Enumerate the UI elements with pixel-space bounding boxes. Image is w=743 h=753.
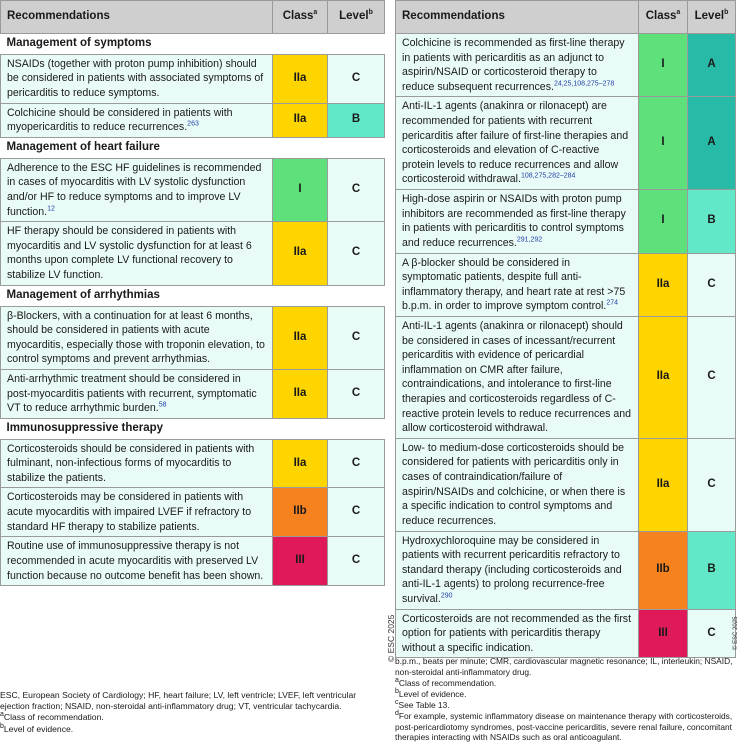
- recommendation-row: [1, 306, 385, 369]
- footnote-level: $^b$Level of evidence.: [0, 722, 74, 734]
- recommendation-text: [1, 439, 273, 488]
- recommendation-text-content: Anti-IL-1 agents (anakinra or rilonacept) should be considered in cases of incessant/recurrent pericarditis with evidence of pericardial inflammation on CMR after failure, contraindications, and intolerance to first-line therapies and corticosteroids regardless of C-reactive protein levels to reduce recurrences and allow corticosteroid withdrawal.: [402, 319, 632, 435]
- level-badge: B: [328, 103, 385, 137]
- recommendation-text-content: Corticosteroids are not recommended as the first option for patients with pericarditis therapy without a specific indication.: [402, 612, 632, 654]
- level-badge: C: [328, 488, 385, 537]
- left-footnotes: [0, 690, 378, 735]
- recommendation-text-content: HF therapy should be considered in patients with myocarditis and LV systolic dysfunction for at least 6 months upon complete LV functional recovery to stabilize LV function.: [7, 225, 252, 282]
- class-badge: IIa: [639, 253, 688, 316]
- level-badge: C: [688, 438, 736, 531]
- recommendation-text-content: High-dose aspirin or NSAIDs with proton pump inhibitors are recommended as first-line therapy in patients with pericarditis to control symptoms and reduce recurrences.: [402, 193, 626, 249]
- footnote-level: $^b$Level of evidence.: [395, 687, 467, 699]
- footnote-abbreviations: b.p.m., beats per minute; CMR, cardiovascular magnetic resonance; IL, interleukin; NSAID, non-steroidal anti-inflammatory drug.: [395, 656, 733, 677]
- header-class: Class$^a$: [273, 1, 328, 34]
- section-heading: Management of arrhythmias: [1, 285, 385, 306]
- section-heading-row: [1, 34, 385, 55]
- recommendation-text: [396, 190, 639, 253]
- header-class: Class$^a$: [639, 1, 688, 34]
- recommendation-text: [396, 253, 639, 316]
- footnote-abbreviations: ESC, European Society of Cardiology; HF, heart failure; LV, left ventricle; LVEF, left ventricular ejection fraction; NSAID, non-steroidal anti-inflammatory drug; VT, ventricular tachycardia.: [0, 690, 357, 712]
- header-recommendations: Recommendations: [396, 1, 639, 34]
- level-badge: B: [688, 531, 736, 609]
- level-badge: C: [328, 158, 385, 221]
- reference-link[interactable]: 12: [47, 205, 55, 213]
- recommendation-row: [1, 369, 385, 418]
- recommendation-row: [1, 439, 385, 488]
- reference-link[interactable]: 58: [158, 401, 167, 409]
- reference-link[interactable]: 290: [440, 592, 453, 600]
- recommendation-text-content: Colchicine should be considered in patients with myopericarditis to reduce recurrences.: [7, 106, 233, 134]
- class-badge: IIa: [273, 369, 328, 418]
- level-badge: C: [328, 306, 385, 369]
- recommendation-text-content: A β-blocker should be considered in symptomatic patients, despite full anti-inflammatory therapy, and heart rate at rest >75 b.p.m. in order to improve symptom control.: [402, 256, 626, 313]
- class-badge: IIb: [639, 531, 688, 609]
- section-heading: Management of heart failure: [1, 137, 385, 158]
- recommendation-row: [1, 103, 385, 137]
- recommendation-text: [1, 306, 273, 369]
- recommendation-text-content: Corticosteroids should be considered in patients with fulminant, non-infectious forms of myocarditis to stabilize the patients.: [7, 442, 255, 484]
- left-table-header: [1, 1, 385, 34]
- level-badge: C: [688, 316, 736, 438]
- recommendation-row: [396, 97, 736, 190]
- footnote-class: $^a$Class of recommendation.: [395, 677, 497, 688]
- header-level: Level$^b$: [688, 1, 736, 34]
- recommendation-text-content: Colchicine is recommended as first-line therapy in patients with pericarditis as an adjunct to aspirin/NSAID or corticosteroid therapy to reduce subsequent recurrences.: [402, 37, 625, 93]
- recommendation-row: [1, 537, 385, 586]
- recommendation-row: [1, 158, 385, 221]
- class-badge: I: [639, 97, 688, 190]
- recommendation-text: [1, 369, 273, 418]
- class-badge: IIa: [639, 316, 688, 438]
- level-badge: A: [688, 97, 736, 190]
- reference-link[interactable]: 274: [606, 299, 618, 307]
- class-badge: I: [639, 34, 688, 97]
- recommendation-text: [1, 222, 273, 285]
- left-recommendations-table: [0, 0, 385, 586]
- footnote-class: $^a$Class of recommendation.: [0, 711, 104, 723]
- footnote-example: $^d$For example, systemic inflammatory disease on maintenance therapy with corticosteroids, post-pericardiotomy syndromes, post-vaccine pericarditis, severe renal failure, concomitant therapies interacting with NSAIDs such as oral anticoagulant.: [395, 709, 733, 743]
- level-badge: C: [328, 54, 385, 103]
- recommendation-row: [1, 488, 385, 537]
- class-badge: I: [639, 190, 688, 253]
- recommendation-text: [396, 97, 639, 190]
- recommendation-text: [396, 34, 639, 97]
- level-badge: C: [328, 537, 385, 586]
- level-badge: C: [328, 222, 385, 285]
- recommendation-text-content: Anti-arrhythmic treatment should be considered in post-myocarditis patients with recurrent, symptomatic VT to reduce arrhythmic burden.: [7, 372, 257, 415]
- recommendation-row: [396, 438, 736, 531]
- recommendation-text: [396, 316, 639, 438]
- recommendation-row: [396, 190, 736, 253]
- section-heading: Immunosuppressive therapy: [1, 418, 385, 439]
- header-recommendations: Recommendations: [1, 1, 273, 34]
- recommendation-text: [396, 609, 639, 658]
- class-badge: IIa: [639, 438, 688, 531]
- level-badge: B: [688, 190, 736, 253]
- class-badge: III: [639, 609, 688, 658]
- level-badge: C: [328, 439, 385, 488]
- class-badge: III: [273, 537, 328, 586]
- recommendation-row: [396, 34, 736, 97]
- recommendation-text: [1, 158, 273, 221]
- recommendation-row: [396, 531, 736, 609]
- section-heading-row: [1, 137, 385, 158]
- level-badge: C: [688, 253, 736, 316]
- section-heading-row: [1, 418, 385, 439]
- recommendation-row: [1, 222, 385, 285]
- reference-link[interactable]: 24,25,108,275–278: [553, 80, 615, 88]
- esc-copyright-mark-small: © ESC 2025: [733, 616, 739, 650]
- level-badge: C: [688, 609, 736, 658]
- class-badge: I: [273, 158, 328, 221]
- recommendation-row: [396, 316, 736, 438]
- recommendation-row: [396, 253, 736, 316]
- right-footnotes: [395, 656, 737, 743]
- recommendation-text: [1, 488, 273, 537]
- level-badge: C: [328, 369, 385, 418]
- recommendation-text-content: Anti-IL-1 agents (anakinra or rilonacept) are recommended for patients with recurrent pericarditis after failure of first-line therapies and corticosteroids and elevation of C-reactive protein levels to reduce recurrences and allow corticosteroid withdrawal.: [402, 100, 629, 186]
- class-badge: IIa: [273, 54, 328, 103]
- reference-link[interactable]: 108,275,282–284: [520, 172, 576, 180]
- right-table-header: [396, 1, 736, 34]
- recommendation-text: [396, 531, 639, 609]
- section-heading: Management of symptoms: [1, 34, 385, 55]
- recommendation-text: [1, 537, 273, 586]
- recommendation-text-content: Corticosteroids may be considered in patients with acute myocarditis with impaired LVEF if refractory to standard HF therapy to stabilize patients.: [7, 491, 252, 533]
- reference-link[interactable]: 291,292: [516, 236, 543, 244]
- recommendation-text: [396, 438, 639, 531]
- recommendation-row: [396, 609, 736, 658]
- recommendation-text-content: Routine use of immunosuppressive therapy is not recommended in acute myocarditis with preserved LV function because no outcome benefit has been shown.: [7, 540, 264, 582]
- class-badge: IIb: [273, 488, 328, 537]
- level-badge: A: [688, 34, 736, 97]
- recommendation-text-content: Hydroxychloroquine may be considered in patients with recurrent pericarditis refractory to standard therapy (including corticosteroids and anti-IL-1 agents) to prolong recurrence-free survival.: [402, 534, 622, 605]
- esc-copyright-mark: © ESC 2025: [386, 614, 396, 662]
- section-heading-row: [1, 285, 385, 306]
- header-level: Level$^b$: [328, 1, 385, 34]
- class-badge: IIa: [273, 222, 328, 285]
- recommendation-text: [1, 103, 273, 137]
- class-badge: IIa: [273, 103, 328, 137]
- right-recommendations-table: [395, 0, 736, 658]
- recommendation-text: [1, 54, 273, 103]
- class-badge: IIa: [273, 439, 328, 488]
- recommendation-text-content: Adherence to the ESC HF guidelines is recommended in cases of myocarditis with LV systolic dysfunction and/or HF to reduce symptoms and to improve LV function.: [7, 161, 262, 218]
- recommendation-text-content: NSAIDs (together with proton pump inhibition) should be considered in patients with associated symptoms of pericarditis to reduce symptoms.: [7, 57, 264, 100]
- class-badge: IIa: [273, 306, 328, 369]
- recommendation-text-content: β-Blockers, with a continuation for at least 6 months, should be considered in patients with acute myocarditis, especially those with troponin elevation, to control symptoms and prevent arrhythmias.: [7, 309, 265, 366]
- footnote-see-table: $^c$See Table 13.: [395, 698, 450, 710]
- recommendation-row: [1, 54, 385, 103]
- recommendation-text-content: Low- to medium-dose corticosteroids should be considered for patients with pericarditis only in cases of contraindication/failure of aspirin/NSAIDs and colchicine, or when there is a specific indication to control symptoms and reduce recurrences.: [402, 441, 626, 527]
- reference-link[interactable]: 263: [187, 120, 199, 128]
